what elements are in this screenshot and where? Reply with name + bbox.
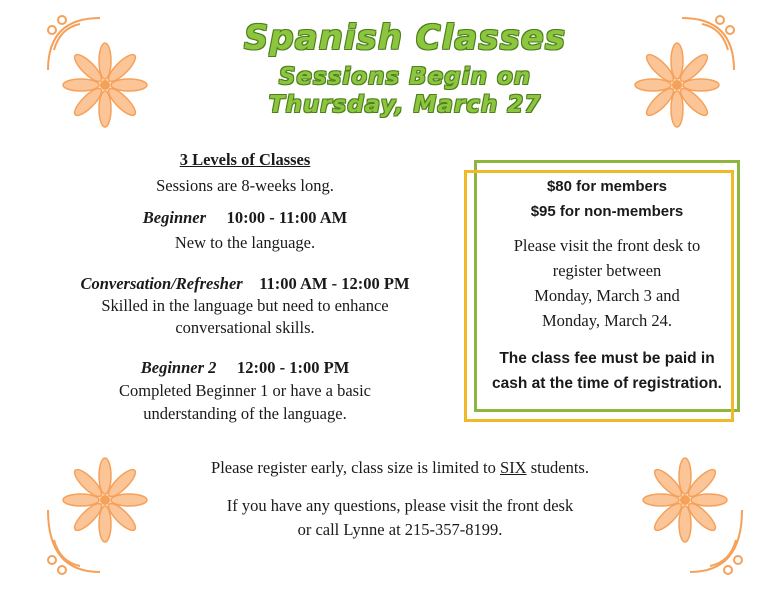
- class-desc: Completed Beginner 1 or have a basic: [118, 381, 371, 400]
- class-desc: understanding of the language.: [143, 404, 347, 423]
- class-size-limit: SIX: [500, 458, 527, 477]
- ornament-top-right-icon: [612, 10, 742, 140]
- class-beginner: [60, 208, 430, 228]
- class-time: 10:00 - 11:00 AM: [226, 208, 348, 227]
- levels-heading: 3 Levels of Classes: [179, 150, 311, 169]
- class-name: Conversation/Refresher: [80, 274, 243, 293]
- levels-duration: Sessions are 8-weeks long.: [156, 176, 334, 195]
- class-time: 12:00 - 1:00 PM: [237, 358, 350, 377]
- fee-note-line: cash at the time of registration.: [492, 375, 722, 392]
- questions-line-2: or call Lynne at 215-357-8199.: [297, 520, 503, 539]
- questions-line-1: If you have any questions, please visit the front desk: [226, 496, 574, 515]
- register-line: Monday, March 3 and: [534, 286, 680, 305]
- class-desc: New to the language.: [174, 233, 316, 252]
- register-line: register between: [552, 261, 662, 280]
- class-desc: conversational skills.: [175, 318, 315, 337]
- page-title: Spanish Classes: [243, 18, 567, 58]
- ornament-top-left-icon: [40, 10, 170, 140]
- levels-section: [60, 150, 430, 430]
- price-members: $80 for members: [546, 178, 668, 195]
- class-desc: Skilled in the language but need to enhance: [101, 296, 389, 315]
- price-non-members: $95 for non-members: [530, 203, 684, 220]
- register-line: Monday, March 24.: [542, 311, 672, 330]
- class-conversation: [60, 274, 430, 294]
- register-early-note: [150, 458, 650, 478]
- class-beginner-2: [60, 358, 430, 378]
- subtitle-line-1: Sessions Begin on: [278, 64, 532, 90]
- class-time: 11:00 AM - 12:00 PM: [259, 274, 410, 293]
- class-name: Beginner: [142, 208, 207, 227]
- register-note-text: Please register early, class size is limited to: [211, 458, 501, 477]
- subtitle-line-2: Thursday, March 27: [268, 92, 542, 118]
- fee-note-line: The class fee must be paid in: [499, 350, 715, 367]
- register-line: Please visit the front desk to: [513, 236, 701, 255]
- class-name: Beginner 2: [140, 358, 217, 377]
- register-note-text: students.: [526, 458, 589, 477]
